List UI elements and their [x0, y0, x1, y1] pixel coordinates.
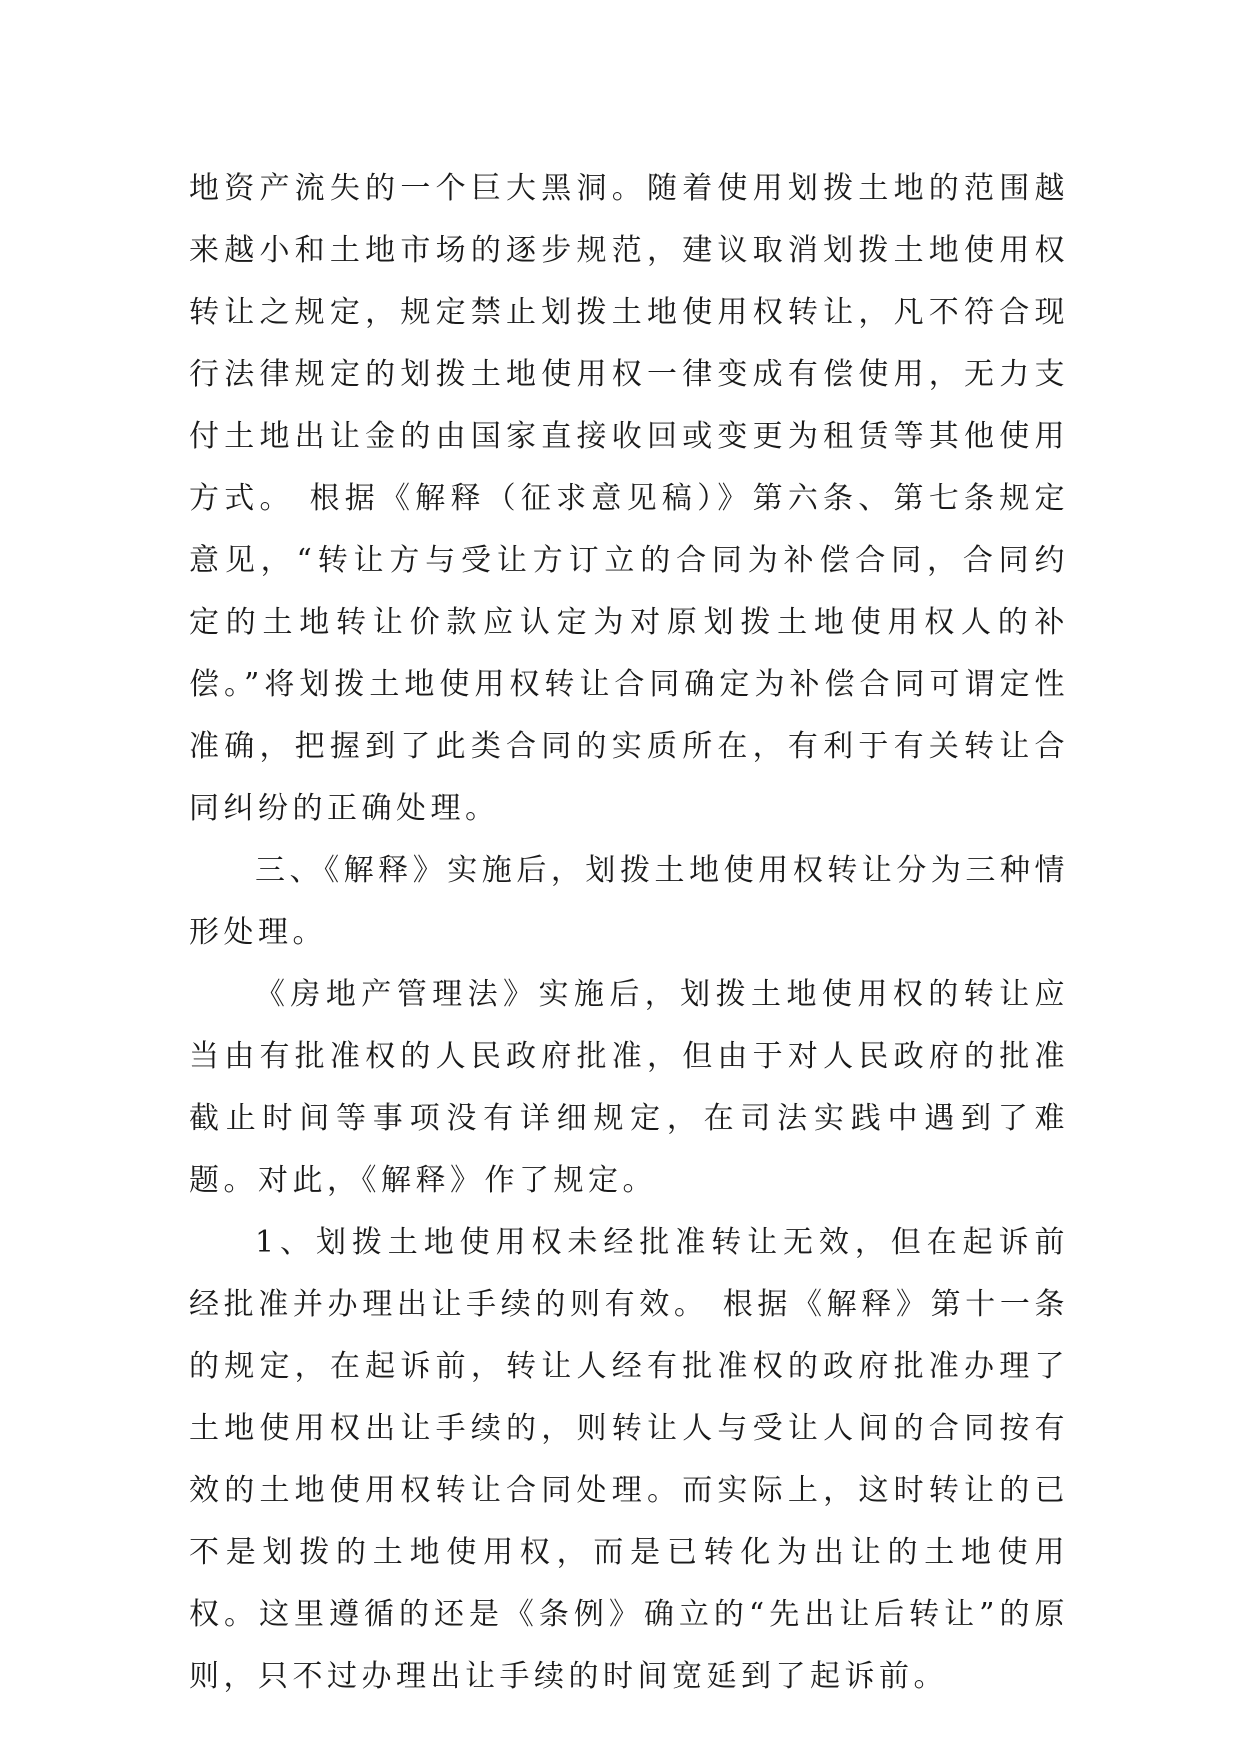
document-body [189, 158, 1069, 1708]
paragraph-3: 《房地产管理法》实施后，划拨土地使用权的转让应当由有批准权的人民政府批准，但由于对人民政府的批准截止时间等事项没有详细规定，在司法实践中遇到了难题。对此，《解释》作了规定。 [189, 977, 1069, 1198]
paragraph-2: 三、《解释》实施后，划拨土地使用权转让分为三种情形处理。 [189, 853, 1069, 950]
paragraph-1: 地资产流失的一个巨大黑洞。随着使用划拨土地的范围越来越小和土地市场的逐步规范，建议取消划拨土地使用权转让之规定，规定禁止划拨土地使用权转让，凡不符合现行法律规定的划拨土地使用权一律变成有偿使用，无力支付土地出让金的由国家直接收回或变更为租赁等其他使用方式。 根据《解释（征求意见稿）》第六条、第七条规定意见，“转让方与受让方订立的合同为补偿合同，合同约定的土地转让价款应认定为对原划拨土地使用权人的补偿。”将划拨土地使用权转让合同确定为补偿合同可谓定性准确，把握到了此类合同的实质所在，有利于有关转让合同纠纷的正确处理。 [189, 171, 1069, 826]
paragraph-4: 1、划拨土地使用权未经批准转让无效，但在起诉前经批准并办理出让手续的则有效。 根据《解释》第十一条的规定，在起诉前，转让人经有批准权的政府批准办理了土地使用权出让手续的，则转让人与受让人间的合同按有效的土地使用权转让合同处理。而实际上，这时转让的已不是划拨的土地使用权，而是已转化为出让的土地使用权。这里遵循的还是《条例》确立的“先出让后转让”的原则，只不过办理出让手续的时间宽延到了起诉前。 [189, 1225, 1069, 1694]
